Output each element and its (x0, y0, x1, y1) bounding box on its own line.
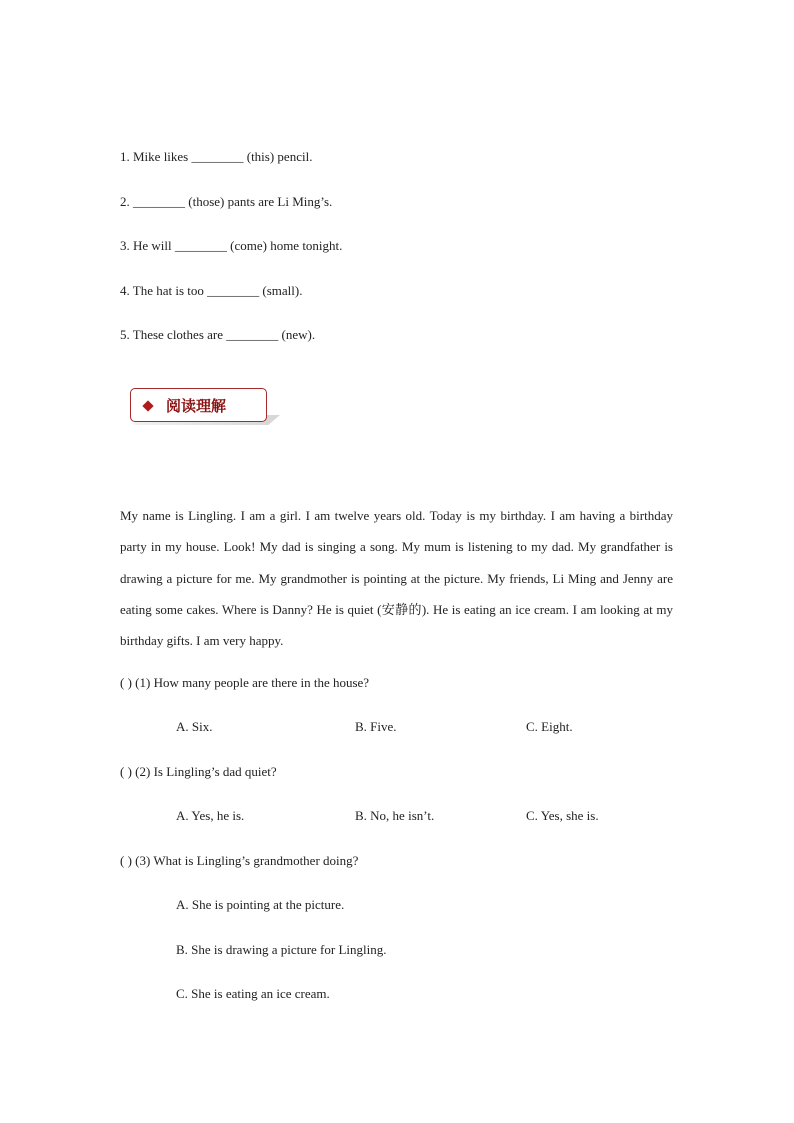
question-2-stem: ( ) (2) Is Lingling’s dad quiet? (120, 764, 277, 779)
exercise-item-1: 1. Mike likes ________ (this) pencil. (120, 149, 313, 164)
question-1-stem: ( ) (1) How many people are there in the house? (120, 675, 370, 690)
reading-passage: My name is Lingling. I am a girl. I am twelve years old. Today is my birthday. I am having a birthday party in my house. Look! My dad is singing a song. My mum is listening to my dad. My grandfather is drawing a picture for me. My grandmother is pointing at the picture. My friends, Li Ming and Jenny are eating some cakes. Where is Danny? He is quiet (安静的). He is eating an ice cream. I am looking at my birthday gifts. I am very happy. (120, 508, 673, 649)
exercise-item-5: 5. These clothes are ________ (new). (120, 327, 316, 342)
question-2-option-b: B. No, he isn’t. (355, 808, 435, 823)
question-3-option-a: A. She is pointing at the picture. (176, 897, 345, 912)
question-3-option-b: B. She is drawing a picture for Lingling. (176, 942, 387, 957)
exercise-item-3: 3. He will ________ (come) home tonight. (120, 238, 343, 253)
question-2-option-a: A. Yes, he is. (176, 808, 245, 823)
question-1-option-c: C. Eight. (526, 719, 573, 734)
exercise-item-2: 2. ________ (those) pants are Li Ming’s. (120, 194, 333, 209)
question-1-option-a: A. Six. (176, 719, 213, 734)
question-3-option-c: C. She is eating an ice cream. (176, 986, 330, 1001)
question-1-option-b: B. Five. (355, 719, 397, 734)
exercise-item-4: 4. The hat is too ________ (small). (120, 283, 303, 298)
question-3-stem: ( ) (3) What is Lingling’s grandmother doing? (120, 853, 359, 868)
question-2-option-c: C. Yes, she is. (526, 808, 599, 823)
section-title: 阅读理解 (166, 397, 227, 415)
